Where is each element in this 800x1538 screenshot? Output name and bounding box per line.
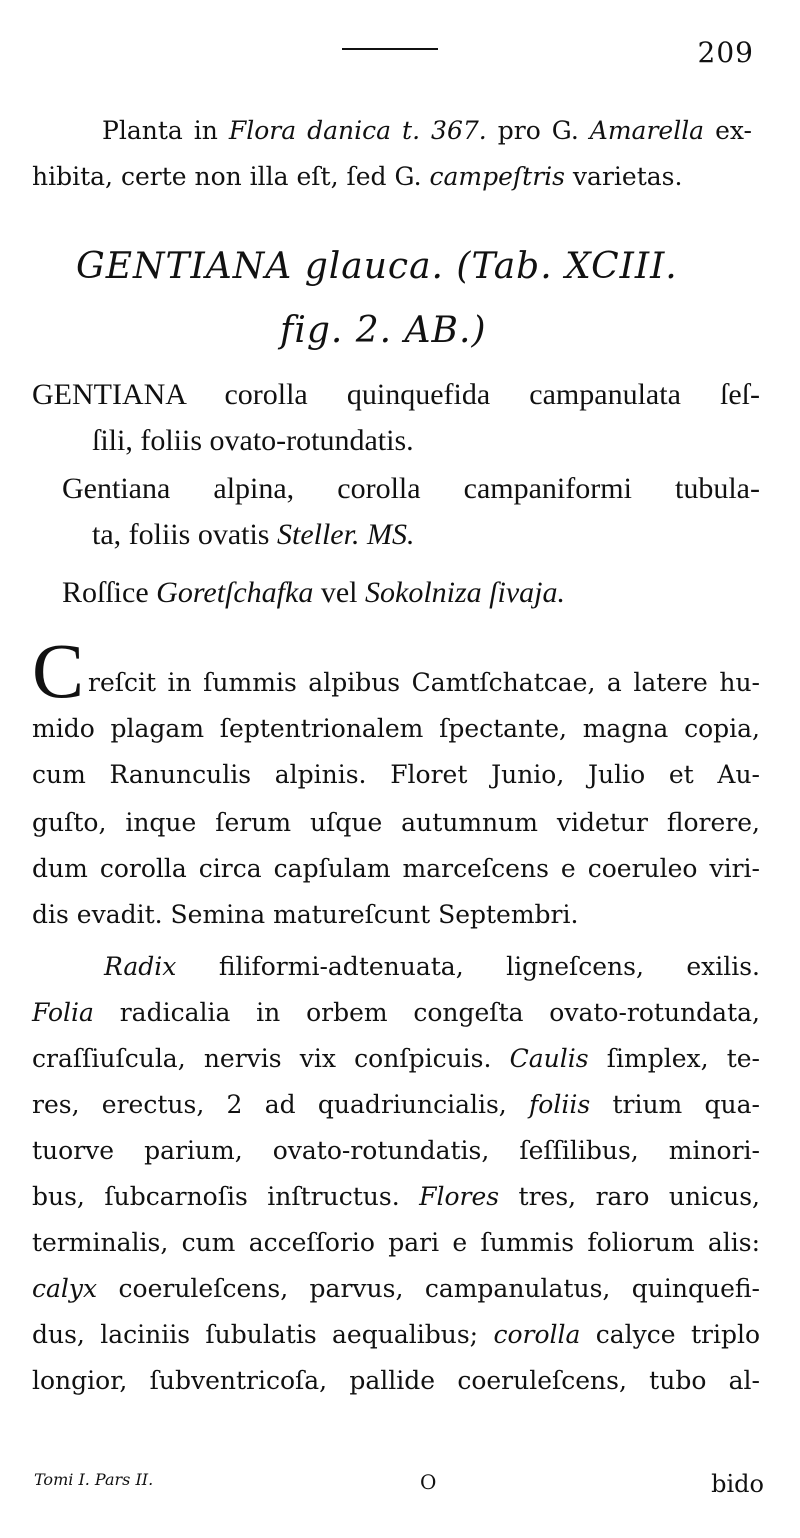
species-title: GENTIANA glauca. (Tab. XCIII. [76, 246, 678, 287]
para2-text: craſſiuſcula, nervis vix conſpicuis. [32, 1044, 510, 1073]
para2-line-7: terminalis, cum acceſſorio pari e ſummis foliorum alis: [32, 1228, 760, 1257]
russian-name: Goretſchafka [156, 576, 314, 609]
para2-text: tres, raro unicus, [499, 1182, 760, 1211]
term-folia: Folia [32, 998, 94, 1027]
term-caulis: Caulis [509, 1044, 589, 1073]
synonym-author: Steller. MS. [276, 518, 415, 551]
term-radix: Radix [104, 952, 177, 981]
para2-line-8 [32, 1272, 760, 1306]
russian-names [62, 576, 800, 610]
synonym-line-1: Gentiana alpina, corolla campaniformi tubula- [62, 472, 760, 505]
russian-text: vel [313, 576, 365, 609]
para1-line-5: dum corolla circa capſulam marceſcens e coeruleo viri- [32, 854, 760, 883]
catchword: bido [711, 1470, 764, 1498]
para2-text: calyce triplo [580, 1320, 760, 1349]
intro-species: campeſtris [429, 162, 565, 191]
header-rule [342, 48, 438, 50]
term-corolla: corolla [493, 1320, 581, 1349]
para2-line-1 [104, 950, 760, 984]
intro-line-2 [32, 160, 800, 194]
para2-line-9 [32, 1318, 760, 1352]
page-number: 209 [697, 36, 754, 69]
intro-text: varietas. [564, 162, 683, 191]
para2-line-6 [32, 1180, 760, 1214]
species-figure-ref: fig. 2. AB.) [280, 310, 487, 351]
russian-text: Roſſice [62, 576, 157, 609]
para2-text: filiformi-adtenuata, ligneſcens, exilis. [176, 952, 760, 981]
para2-text: trium qua- [590, 1090, 760, 1119]
intro-text: Planta in [102, 116, 229, 145]
para1-line-6: dis evadit. Semina matureſcunt Septembri. [32, 900, 579, 929]
term-foliis: foliis [529, 1090, 591, 1119]
para2-text: coeruleſcens, parvus, campanulatus, quinquefi- [97, 1274, 760, 1303]
para2-text: radicalia in orbem congeſta ovato-rotundata, [93, 998, 760, 1027]
para1-line-1: reſcit in ſummis alpibus Camtſchatcae, a latere hu- [88, 668, 760, 697]
para2-text: bus, ſubcarnoſis inſtructus. [32, 1182, 420, 1211]
intro-reference: Flora danica t. 367. [228, 116, 487, 145]
synonym-line-2 [92, 518, 800, 552]
term-calyx: calyx [32, 1274, 98, 1303]
para2-text: res, erectus, 2 ad quadriuncialis, [32, 1090, 530, 1119]
para1-line-2: mido plagam ſeptentrionalem ſpectante, magna copia, [32, 714, 760, 743]
term-flores: Flores [419, 1182, 500, 1211]
diagnosis-line-2: ſili, foliis ovato-rotundatis. [92, 424, 414, 457]
para2-text: ſimplex, te- [588, 1044, 760, 1073]
russian-name: Sokolniza ſivaja. [365, 576, 565, 609]
intro-species: Amarella [589, 116, 705, 145]
synonym-text: ta, foliis ovatis [92, 518, 277, 551]
diagnosis-line-1: GENTIANA corolla quinquefida campanulata ſeſ- [32, 378, 760, 411]
para2-text: dus, laciniis ſubulatis aequalibus; [32, 1320, 494, 1349]
drop-cap: C [32, 627, 85, 714]
volume-signature: Tomi I. Pars II. [34, 1470, 154, 1489]
intro-text: ex- [704, 116, 752, 145]
intro-text: hibita, certe non illa eſt, ſed G. [32, 162, 430, 191]
gathering-signature: O [420, 1470, 437, 1494]
para2-line-3 [32, 1042, 760, 1076]
para2-line-4 [32, 1088, 760, 1122]
para1-line-3: cum Ranunculis alpinis. Floret Junio, Julio et Au- [32, 760, 760, 789]
para1-line-4: guſto, inque ſerum uſque autumnum videtur florere, [32, 808, 760, 837]
para2-line-5: tuorve parium, ovato-rotundatis, ſeſſilibus, minori- [32, 1136, 760, 1165]
intro-line-1 [102, 114, 752, 148]
para2-line-2 [32, 996, 760, 1030]
para2-line-10: longior, ſubventricoſa, pallide coeruleſcens, tubo al- [32, 1366, 760, 1395]
intro-text: pro G. [486, 116, 590, 145]
